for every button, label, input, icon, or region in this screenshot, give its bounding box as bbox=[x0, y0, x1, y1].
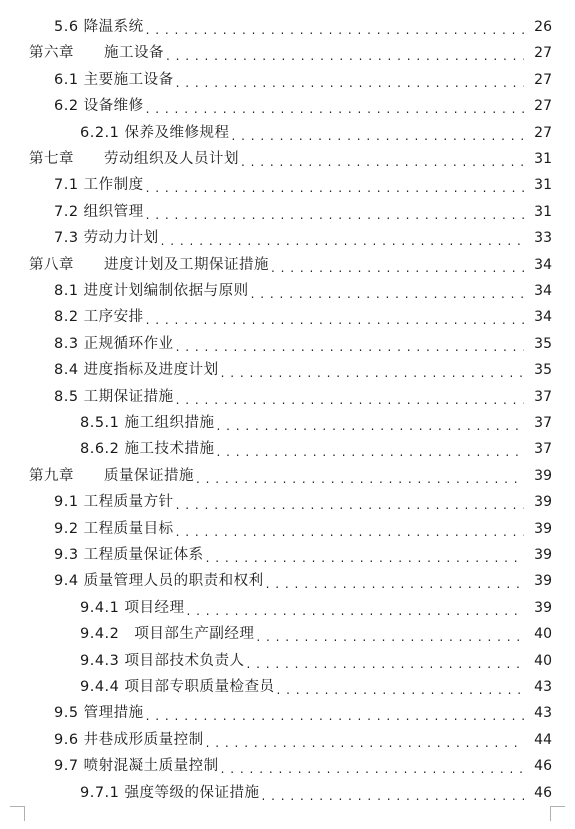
toc-section-entry[interactable] bbox=[54, 570, 552, 592]
toc-dot-leader bbox=[166, 42, 524, 64]
toc-dot-leader bbox=[247, 650, 524, 672]
toc-entry-label: 8.5.1 施工组织措施 bbox=[80, 415, 215, 431]
toc-page-number: 27 bbox=[534, 124, 552, 141]
toc-page-number: 46 bbox=[534, 784, 552, 801]
toc-section-entry[interactable] bbox=[54, 306, 552, 328]
toc-page-number: 34 bbox=[534, 256, 552, 273]
toc-dot-leader bbox=[221, 359, 524, 381]
toc-section-entry[interactable] bbox=[54, 359, 552, 381]
toc-section-entry[interactable] bbox=[80, 438, 552, 460]
toc-section-entry[interactable] bbox=[54, 174, 552, 196]
toc-dot-leader bbox=[176, 333, 524, 355]
toc-dot-leader bbox=[146, 174, 524, 196]
page-corner-mark bbox=[550, 806, 565, 821]
toc-dot-leader bbox=[146, 702, 524, 724]
toc-section-entry[interactable] bbox=[54, 544, 552, 566]
toc-section-entry[interactable] bbox=[54, 95, 552, 117]
toc-dot-leader bbox=[161, 227, 524, 249]
toc-dot-leader bbox=[251, 280, 524, 302]
toc-dot-leader bbox=[146, 306, 524, 328]
toc-entry-label: 7.3 劳动力计划 bbox=[54, 230, 159, 247]
toc-entry-label: 第七章 劳动组织及人员计划 bbox=[29, 151, 239, 167]
toc-entry-label: 9.1 工程质量方针 bbox=[54, 494, 174, 511]
toc-section-entry[interactable] bbox=[54, 491, 552, 513]
toc-entry-label: 8.1 进度计划编制依据与原则 bbox=[54, 283, 249, 299]
toc-section-entry[interactable] bbox=[54, 702, 552, 724]
toc-entry-label: 9.4.2 项目部生产副经理 bbox=[80, 626, 255, 643]
toc-section-entry[interactable] bbox=[54, 69, 552, 91]
toc-section-entry[interactable] bbox=[54, 386, 552, 408]
toc-entry-label: 8.3 正规循环作业 bbox=[54, 335, 174, 352]
toc-entry-label: 9.4.3 项目部技术负责人 bbox=[80, 652, 245, 669]
toc-entry-label: 7.1 工作制度 bbox=[54, 177, 144, 194]
toc-page-number: 44 bbox=[534, 731, 552, 748]
toc-page-number: 39 bbox=[534, 520, 552, 537]
toc-entry-label: 9.6 井巷成形质量控制 bbox=[54, 731, 204, 748]
toc-entry-label: 第八章 进度计划及工期保证措施 bbox=[29, 256, 269, 273]
toc-page-number: 31 bbox=[534, 203, 552, 220]
page-corner-mark bbox=[10, 806, 25, 821]
toc-section-entry[interactable] bbox=[54, 201, 552, 223]
toc-entry-label: 6.1 主要施工设备 bbox=[54, 71, 174, 88]
toc-page-number: 26 bbox=[534, 19, 552, 35]
toc-dot-leader bbox=[262, 782, 524, 804]
toc-page-number: 31 bbox=[534, 151, 552, 167]
toc-dot-leader bbox=[176, 518, 524, 540]
toc-dot-leader bbox=[146, 201, 524, 223]
toc-entry-label: 6.2 设备维修 bbox=[54, 98, 144, 115]
toc-page-number: 37 bbox=[534, 441, 552, 458]
toc-entry-label: 9.7 喷射混凝土质量控制 bbox=[54, 758, 219, 775]
toc-dot-leader bbox=[187, 597, 524, 619]
toc-entry-label: 9.3 工程质量保证体系 bbox=[54, 547, 204, 563]
toc-page-number: 39 bbox=[534, 467, 552, 484]
toc-section-entry[interactable] bbox=[80, 597, 552, 619]
toc-page-number: 37 bbox=[534, 388, 552, 405]
toc-entry-label: 5.6 降温系统 bbox=[54, 19, 144, 35]
toc-chapter-entry[interactable] bbox=[29, 254, 552, 276]
toc-page-number: 43 bbox=[534, 705, 552, 722]
toc-dot-leader bbox=[271, 254, 524, 276]
toc-dot-leader bbox=[217, 412, 524, 434]
toc-entry-label: 9.5 管理措施 bbox=[54, 705, 144, 722]
toc-dot-leader bbox=[256, 623, 524, 645]
toc-page-number: 43 bbox=[534, 679, 552, 695]
toc-dot-leader bbox=[241, 148, 524, 170]
toc-dot-leader bbox=[277, 676, 524, 698]
toc-section-entry[interactable] bbox=[80, 782, 552, 804]
toc-dot-leader bbox=[217, 438, 524, 460]
toc-dot-leader bbox=[221, 755, 524, 777]
toc-dot-leader bbox=[196, 465, 524, 487]
toc-section-entry[interactable] bbox=[80, 623, 552, 645]
toc-dot-leader bbox=[146, 16, 524, 38]
toc-section-entry[interactable] bbox=[54, 518, 552, 540]
toc-chapter-entry[interactable] bbox=[29, 148, 552, 170]
toc-page-number: 35 bbox=[534, 335, 552, 352]
toc-section-entry[interactable] bbox=[54, 729, 552, 751]
toc-page-number: 39 bbox=[534, 494, 552, 511]
toc-entry-label: 9.4 质量管理人员的职责和权利 bbox=[54, 573, 264, 590]
toc-page-number: 27 bbox=[534, 45, 552, 62]
toc-entry-label: 7.2 组织管理 bbox=[54, 203, 144, 220]
toc-dot-leader bbox=[176, 386, 524, 408]
toc-page-number: 37 bbox=[534, 415, 552, 431]
toc-entry-label: 第九章 质量保证措施 bbox=[29, 467, 194, 484]
toc-page-number: 40 bbox=[534, 626, 552, 643]
toc-page-number: 39 bbox=[534, 599, 552, 616]
toc-dot-leader bbox=[176, 491, 524, 513]
toc-entry-label: 8.6.2 施工技术措施 bbox=[80, 441, 215, 458]
toc-page-number: 46 bbox=[534, 758, 552, 775]
toc-section-entry[interactable] bbox=[54, 16, 552, 38]
toc-page-number: 31 bbox=[534, 177, 552, 194]
toc-chapter-entry[interactable] bbox=[29, 465, 552, 487]
toc-entry-label: 8.4 进度指标及进度计划 bbox=[54, 362, 219, 379]
toc-page-number: 27 bbox=[534, 98, 552, 115]
toc-page-number: 33 bbox=[534, 230, 552, 247]
toc-entry-label: 9.2 工程质量目标 bbox=[54, 520, 174, 537]
toc-dot-leader bbox=[146, 95, 524, 117]
toc-dot-leader bbox=[206, 544, 524, 566]
toc-entry-label: 6.2.1 保养及维修规程 bbox=[80, 124, 230, 141]
toc-entry-label: 9.4.1 项目经理 bbox=[80, 599, 185, 616]
toc-section-entry[interactable] bbox=[80, 412, 552, 434]
toc-entry-label: 9.4.4 项目部专职质量检查员 bbox=[80, 679, 275, 695]
toc-page-number: 39 bbox=[534, 573, 552, 590]
toc-page-number: 34 bbox=[534, 309, 552, 326]
toc-dot-leader bbox=[232, 122, 524, 144]
toc-section-entry[interactable] bbox=[54, 333, 552, 355]
toc-entry-label: 第六章 施工设备 bbox=[29, 45, 164, 62]
toc-page-number: 27 bbox=[534, 71, 552, 88]
toc-entry-label: 8.2 工序安排 bbox=[54, 309, 144, 326]
toc-chapter-entry[interactable] bbox=[29, 42, 552, 64]
toc-page-number: 39 bbox=[534, 547, 552, 563]
toc-page-number: 35 bbox=[534, 362, 552, 379]
toc-section-entry[interactable] bbox=[80, 650, 552, 672]
toc-section-entry[interactable] bbox=[80, 676, 552, 698]
toc-entry-label: 9.7.1 强度等级的保证措施 bbox=[80, 784, 260, 801]
toc-page-number: 34 bbox=[534, 283, 552, 299]
toc-entry-label: 8.5 工期保证措施 bbox=[54, 388, 174, 405]
toc-dot-leader bbox=[176, 69, 524, 91]
toc-section-entry[interactable] bbox=[54, 227, 552, 249]
toc-dot-leader bbox=[206, 729, 524, 751]
toc-section-entry[interactable] bbox=[80, 122, 552, 144]
toc-dot-leader bbox=[266, 570, 524, 592]
toc-page-number: 40 bbox=[534, 652, 552, 669]
toc-section-entry[interactable] bbox=[54, 755, 552, 777]
toc-section-entry[interactable] bbox=[54, 280, 552, 302]
